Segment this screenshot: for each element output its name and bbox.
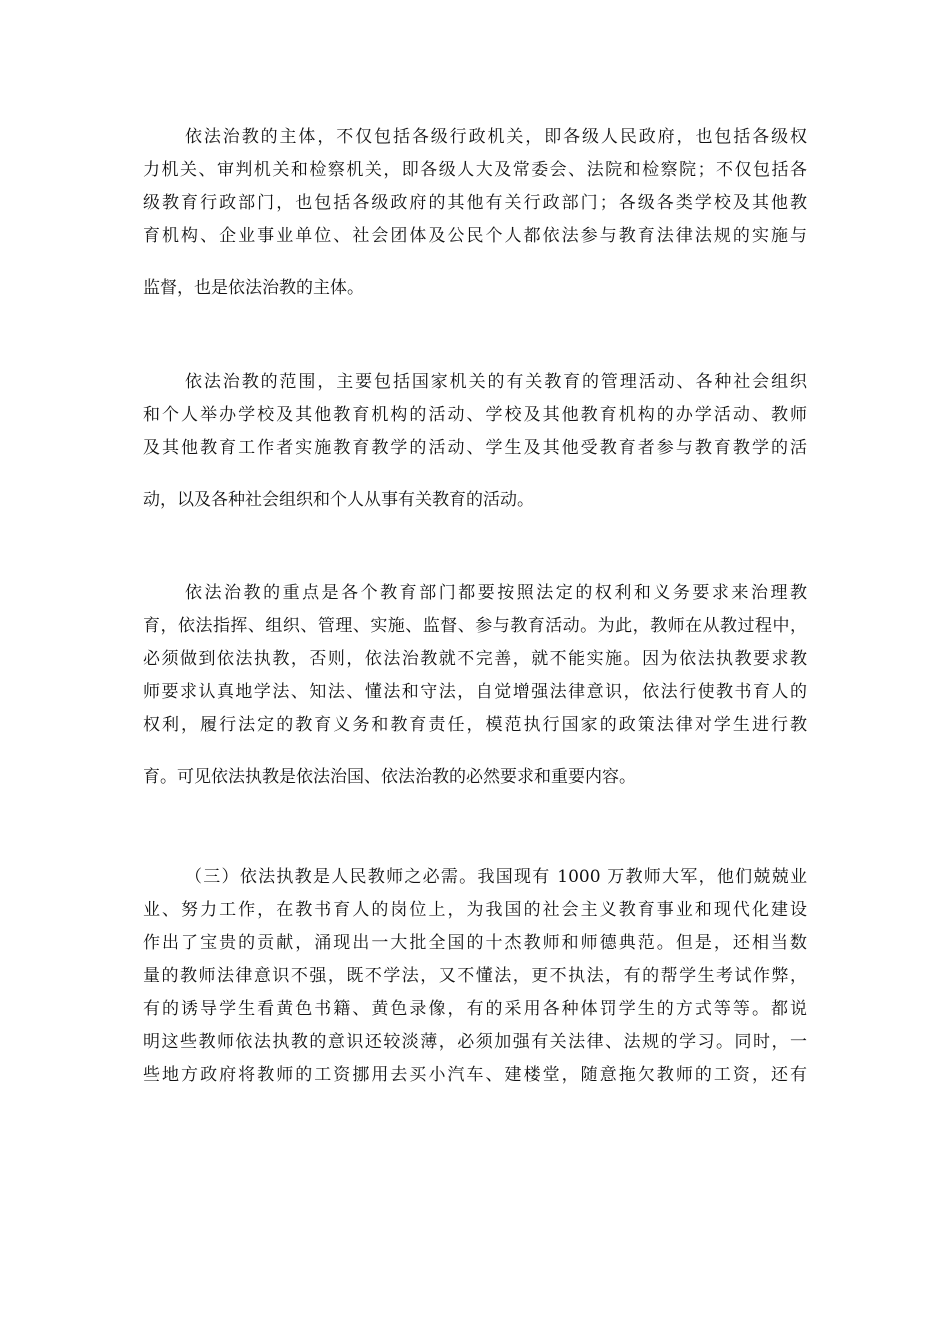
paragraph-scope [143, 366, 807, 517]
text-line: 有的诱导学生看黄色书籍、黄色录像，有的采用各种体罚学生的方式等等。都说 [143, 999, 807, 1019]
text-line: 权利，履行法定的教育义务和教育责任，模范执行国家的政策法律对学生进行教 [143, 715, 807, 735]
text-line: 监督，也是依法治教的主体。 [143, 278, 364, 298]
text-line: 依法治教的主体，不仅包括各级行政机关，即各级人民政府，也包括各级权 [185, 127, 807, 147]
text-line: 动，以及各种社会组织和个人从事有关教育的活动。 [143, 490, 534, 510]
text-line: 作出了宝贵的贡献，涌现出一大批全国的十杰教师和师德典范。但是，还相当数 [143, 933, 807, 953]
text-line: 业、努力工作，在教书育人的岗位上，为我国的社会主义教育事业和现代化建设 [143, 900, 807, 920]
text-line: 明这些教师依法执教的意识还较淡薄，必须加强有关法律、法规的学习。同时，一 [143, 1032, 807, 1052]
text-line: 依法治教的范围，主要包括国家机关的有关教育的管理活动、各种社会组织 [185, 372, 807, 392]
text-line: 力机关、审判机关和检察机关，即各级人大及常委会、法院和检察院；不仅包括各 [143, 160, 807, 180]
paragraph-necessity [143, 861, 807, 1092]
text-line: 必须做到依法执教，否则，依法治教就不完善，就不能实施。因为依法执教要求教 [143, 649, 807, 669]
text-line: 育。可见依法执教是依法治国、依法治教的必然要求和重要内容。 [143, 767, 636, 787]
text-line: 量的教师法律意识不强，既不学法，又不懂法，更不执法，有的帮学生考试作弊， [143, 966, 807, 986]
text-line: 和个人举办学校及其他教育机构的活动、学校及其他教育机构的办学活动、教师 [143, 405, 807, 425]
text-line: 师要求认真地学法、知法、懂法和守法，自觉增强法律意识，依法行使教书育人的 [143, 682, 807, 702]
paragraph-focus [143, 577, 807, 794]
text-line: 育，依法指挥、组织、管理、实施、监督、参与教育活动。为此，教师在从教过程中， [143, 616, 807, 636]
text-line: 些地方政府将教师的工资挪用去买小汽车、建楼堂，随意拖欠教师的工资，还有 [143, 1065, 807, 1085]
text-line: 育机构、企业事业单位、社会团体及公民个人都依法参与教育法律法规的实施与 [143, 226, 807, 246]
text-line: 级教育行政部门，也包括各级政府的其他有关行政部门；各级各类学校及其他教 [143, 193, 807, 213]
text-line: 依法治教的重点是各个教育部门都要按照法定的权利和义务要求来治理教 [185, 583, 807, 603]
text-line: （三）依法执教是人民教师之必需。我国现有 1000 万教师大军，他们兢兢业 [185, 867, 807, 887]
paragraph-subject [143, 121, 807, 305]
text-line: 及其他教育工作者实施教育教学的活动、学生及其他受教育者参与教育教学的活 [143, 438, 807, 458]
